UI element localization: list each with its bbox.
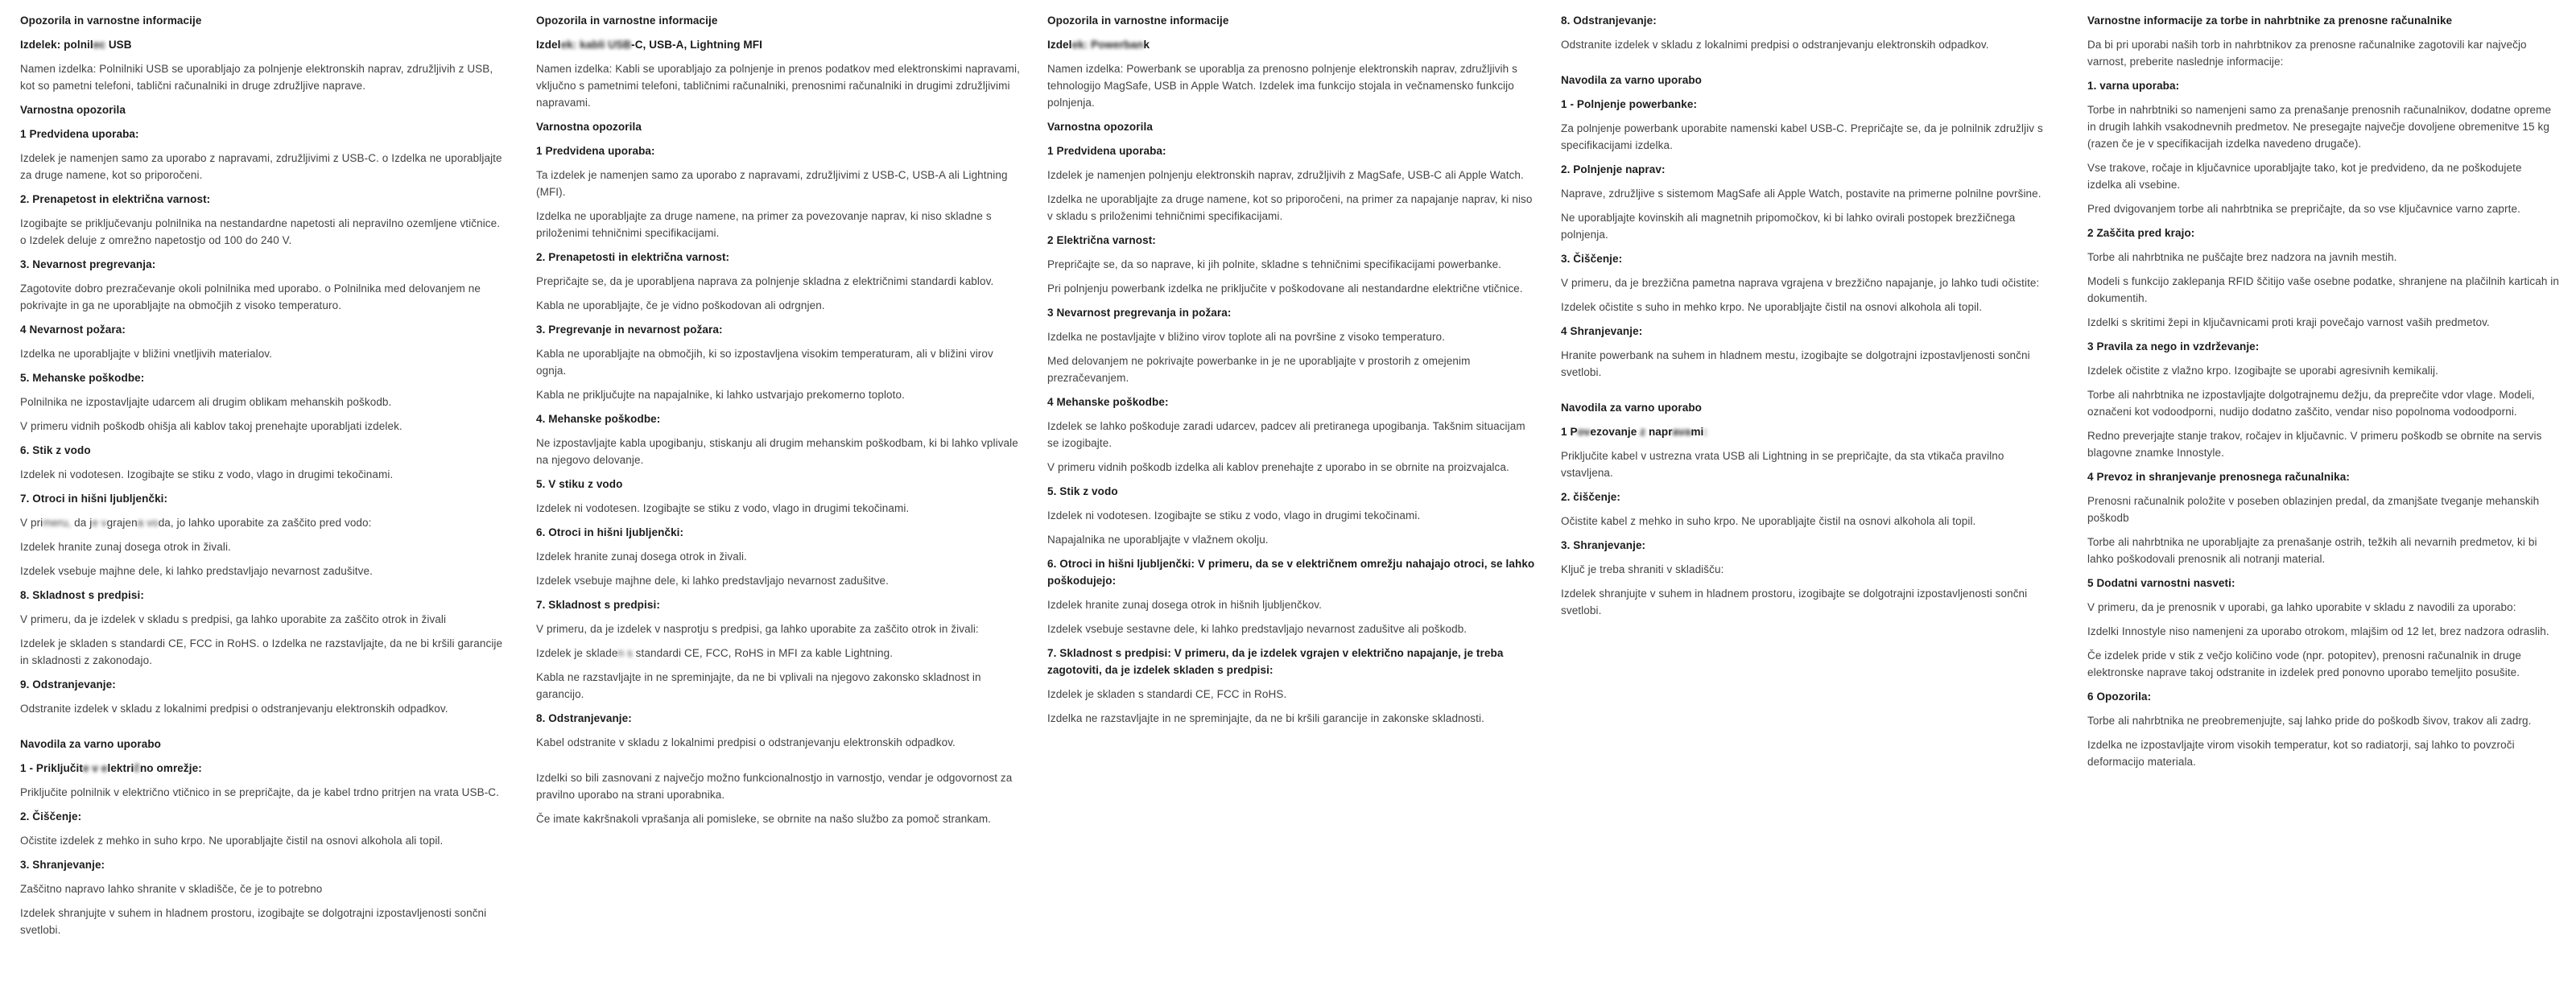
section-heading: Navodila za varno uporabo (1561, 402, 1703, 414)
section-heading: 5. V stiku z vodo (536, 478, 623, 490)
body-paragraph (536, 645, 1021, 662)
column-usb-charger-warnings (20, 12, 503, 946)
body-paragraph: Redno preverjajte stanje trakov, ročajev in ključavnic. V primeru poškodb se obrnite na servis blagovne znamke Innostyle. (2087, 430, 2542, 459)
body-paragraph: V primeru vidnih poškodb ohišja ali kablov takoj prenehajte uporabljati izdelek. (20, 420, 402, 432)
section-heading: Varnostna opozorila (1047, 121, 1153, 133)
body-paragraph: Zagotovite dobro prezračevanje okoli polnilnika med uporabo. o Polnilnika med delovanjem ne pokrivajte in ga ne uporabljajte na območjih z visoko temperaturo. (20, 282, 481, 311)
section-heading: 1 Predvidena uporaba: (20, 128, 139, 140)
body-paragraph: Prepričajte se, da je uporabljena naprava za polnjenje skladna z električnimi standardi kablov. (536, 275, 994, 287)
text-segment: V pri (20, 517, 43, 529)
smudged-text-segment: e v (92, 517, 107, 529)
section-heading: 7. Skladnost s predpisi: V primeru, da je izdelek vgrajen v električno napajanje, je treba zagotoviti, da je izdelek skladen s predpisi: (1047, 647, 1504, 676)
smudged-text-segment: č (134, 762, 140, 774)
section-heading: 3. Shranjevanje: (20, 859, 105, 871)
section-heading: Navodila za varno uporabo (20, 738, 162, 750)
body-paragraph: Izdelek očistite z vlažno krpo. Izogibajte se uporabi agresivnih kemikalij. (2087, 365, 2438, 377)
body-paragraph: Zaščitno napravo lahko shranite v skladišče, če je to potrebno (20, 883, 323, 895)
section-heading: 8. Skladnost s predpisi: (20, 589, 144, 601)
section-heading: 5. Mehanske poškodbe: (20, 372, 145, 384)
body-paragraph: Hranite powerbank na suhem in hladnem mestu, izogibajte se dolgotrajni izpostavljenosti sončni svetlobi. (1561, 349, 2030, 378)
body-paragraph: Če imate kakršnakoli vprašanja ali pomisleke, se obrnite na našo službo za pomoč strankam. (536, 813, 992, 825)
section-heading: 7. Skladnost s predpisi: (536, 599, 660, 611)
text-segment: mi (1690, 426, 1704, 438)
body-paragraph: Naprave, združljive s sistemom MagSafe ali Apple Watch, postavite na primerne polnilne površine. (1561, 188, 2041, 200)
body-paragraph: Pred dvigovanjem torbe ali nahrbtnika se prepričajte, da so vse ključavnice varno zaprte. (2087, 203, 2520, 215)
text-segment: lektri (107, 762, 134, 774)
body-paragraph: Ne uporabljajte kovinskih ali magnetnih pripomočkov, ki bi lahko ovirali postopek brezžičnega polnjenja. (1561, 212, 2016, 241)
section-heading: 8. Odstranjevanje: (1561, 14, 1657, 27)
section-heading: 4 Shranjevanje: (1561, 325, 1643, 337)
body-paragraph: Izdelek ni vodotesen. Izogibajte se stiku z vodo, vlago in drugimi tekočinami. (1047, 509, 1421, 522)
body-paragraph: Izdelek shranjujte v suhem in hladnem prostoru, izogibajte se dolgotrajni izpostavljenosti sončni svetlobi. (20, 907, 487, 936)
section-heading: 2. Polnjenje naprav: (1561, 163, 1666, 175)
section-heading: 1. varna uporaba: (2087, 80, 2180, 92)
section-heading: 4 Mehanske poškodbe: (1047, 396, 1169, 408)
body-paragraph: Ključ je treba shraniti v skladišču: (1561, 563, 1724, 575)
section-heading: Varnostna opozorila (20, 104, 126, 116)
body-paragraph: Pri polnjenju powerbank izdelka ne priključite v poškodovane ali nestandardne električne vtičnice. (1047, 282, 1523, 295)
body-paragraph: Da bi pri uporabi naših torb in nahrbtnikov za prenosne računalnike zagotovili kar največjo varnost, preberite naslednje informacije: (2087, 39, 2527, 68)
body-paragraph: Očistite kabel z mehko in suho krpo. Ne uporabljajte čistil na osnovi alkohola ali topil. (1561, 515, 1976, 527)
body-paragraph: Namen izdelka: Kabli se uporabljajo za polnjenje in prenos podatkov med elektronskimi napravami, vključno s pametnimi telefoni, tabličnimi računalniki, prenosnimi računalniki in drugimi združljivimi napravami. (536, 63, 1020, 109)
body-paragraph: Izdelek očistite s suho in mehko krpo. Ne uporabljajte čistil na osnovi alkohola ali topil. (1561, 301, 1983, 313)
smudged-text-segment: ava (1672, 426, 1691, 438)
body-paragraph: Torbe ali nahrbtnika ne izpostavljajte dolgotrajnemu dežju, da preprečite vdor vlage. Modeli, označeni kot vodoodporni, nudijo dodatno zaščito, vendar niso popolnoma vodoodporni. (2087, 389, 2535, 418)
body-paragraph: Izdelek ni vodotesen. Izogibajte se stiku z vodo, vlago in drugimi tekočinami. (20, 468, 394, 480)
smudged-text-segment: ek: Powerban (1071, 39, 1144, 51)
section-heading: 5 Dodatni varnostni nasveti: (2087, 577, 2235, 589)
body-paragraph: Namen izdelka: Powerbank se uporablja za prenosno polnjenje elektronskih naprav, združljivih s tehnologijo MagSafe, USB in Apple Watch. Izdelek ima funkcijo stojala in večnamensko funkcijo polnjenja. (1047, 63, 1517, 109)
body-paragraph: Izogibajte se priključevanju polnilnika na nestandardne napetosti ali nepravilno ozemljene vtičnice. o Izdelek deluje z omrežno napetostjo od 100 do 240 V. (20, 217, 501, 246)
body-paragraph: Izdelka ne postavljajte v bližino virov toplote ali na površine z visoko temperaturo. (1047, 331, 1445, 343)
text-segment: da, jo lahko uporabite za zaščito pred vodo: (158, 517, 372, 529)
section-heading: 3. Čiščenje: (1561, 253, 1623, 265)
section-heading: Opozorila in varnostne informacije (1047, 14, 1229, 27)
body-paragraph: Kabla ne uporabljajte, če je vidno poškodovan ali odrgnjen. (536, 299, 825, 311)
body-paragraph: Vse trakove, ročaje in ključavnice uporabljajte tako, kot je predvideno, da ne poškodujete izdelka ali vsebine. (2087, 162, 2522, 191)
section-heading (20, 760, 503, 777)
body-paragraph: Izdelki Innostyle niso namenjeni za uporabo otrokom, mlajšim od 12 let, brez nadzora odraslih. (2087, 625, 2549, 637)
smudged-text-segment: a vo (137, 517, 159, 529)
section-heading: 2 Zaščita pred krajo: (2087, 227, 2195, 239)
body-paragraph: Izdelek vsebuje sestavne dele, ki lahko predstavljajo nevarnost zadušitve ali poškodb. (1047, 623, 1468, 635)
section-heading: 8. Odstranjevanje: (536, 712, 632, 724)
body-paragraph: Izdelka ne razstavljajte in ne spreminjajte, da ne bi kršili garancije in zakonske skladnosti. (1047, 712, 1484, 724)
section-heading: 6. Stik z vodo (20, 444, 91, 456)
text-segment: napr (1645, 426, 1673, 438)
section-heading (536, 36, 1021, 53)
section-heading: 1 - Polnjenje powerbanke: (1561, 98, 1698, 110)
body-paragraph: Torbe ali nahrbtnika ne puščajte brez nadzora na javnih mestih. (2087, 251, 2397, 263)
body-paragraph: Izdelka ne uporabljajte za druge namene, kot so priporočeni, na primer za napajanje naprav, ki niso v skladu s priloženimi tehničnimi specifikacijami. (1047, 193, 1533, 222)
section-heading: Varnostna opozorila (536, 121, 642, 133)
body-paragraph: Prepričajte se, da so naprave, ki jih polnite, skladne s tehničnimi specifikacijami powerbanke. (1047, 258, 1502, 270)
text-segment: USB (105, 39, 132, 51)
body-paragraph: Izdelki s skritimi žepi in ključavnicami proti kraji povečajo varnost vaših predmetov. (2087, 316, 2490, 328)
section-heading: 6. Otroci in hišni ljubljenčki: V primeru, da se v električnem omrežju nahajajo otroci, se lahko poškodujejo: (1047, 558, 1535, 587)
body-paragraph: Priključite polnilnik v električno vtičnico in se prepričajte, da je kabel trdno pritrjen na vrata USB-C. (20, 786, 500, 798)
body-paragraph: Izdelek je skladen s standardi CE, FCC in RoHS. o Izdelka ne razstavljajte, da ne bi kršili garancije in skladnosti z zakonodajo. (20, 637, 503, 666)
section-heading: 3. Shranjevanje: (1561, 539, 1646, 551)
body-paragraph: Izdelka ne izpostavljajte virom visokih temperatur, kot so radiatorji, saj lahko to povzroči deformacijo materiala. (2087, 739, 2515, 768)
body-paragraph: Polnilnika ne izpostavljajte udarcem ali drugim oblikam mehanskih poškodb. (20, 396, 392, 408)
smudged-text-segment: ov (1577, 426, 1591, 438)
body-paragraph: Izdelka ne uporabljajte za druge namene, na primer za povezovanje naprav, ki niso skladne s priloženimi tehničnimi specifikacijami. (536, 210, 992, 239)
body-paragraph: V primeru, da je izdelek v skladu s predpisi, ga lahko uporabite za zaščito otrok in živali (20, 613, 447, 625)
section-heading: 2. čiščenje: (1561, 491, 1620, 503)
section-heading: 9. Odstranjevanje: (20, 678, 116, 691)
text-segment: -C, USB-A, Lightning MFI (631, 39, 762, 51)
section-heading: 5. Stik z vodo (1047, 485, 1118, 497)
body-paragraph: Prenosni računalnik položite v poseben oblazinjen predal, da zmanjšate tveganje mehanskih poškodb (2087, 495, 2540, 524)
text-segment: 1 - Priključit (20, 762, 83, 774)
body-paragraph: Izdelka ne uporabljajte v bližini vnetljivih materialov. (20, 348, 273, 360)
body-paragraph: Torbe ali nahrbtnika ne preobremenjujte, saj lahko pride do poškodb šivov, trakov ali zadrg. (2087, 715, 2532, 727)
body-paragraph: Za polnjenje powerbank uporabite namenski kabel USB-C. Prepričajte se, da je polnilnik združljiv s specifikacijami izdelka. (1561, 122, 2043, 151)
section-heading: 3 Pravila za nego in vzdrževanje: (2087, 340, 2260, 353)
body-paragraph: V primeru, da je brezžična pametna naprava vgrajena v brezžično napajanje, jo lahko tudi očistite: (1561, 277, 2040, 289)
smudged-text-segment: n s (617, 647, 633, 659)
smudged-text-segment: : (1703, 426, 1708, 438)
text-segment: 1 P (1561, 426, 1578, 438)
body-paragraph: Kabla ne razstavljajte in ne spreminjajte, da ne bi vplivali na njegovo zakonsko skladnost in garancijo. (536, 671, 981, 700)
body-paragraph: Kabla ne priključujte na napajalnike, ki lahko ustvarjajo prekomerno toploto. (536, 389, 905, 401)
body-paragraph: Napajalnika ne uporabljajte v vlažnem okolju. (1047, 534, 1269, 546)
smudged-text-segment: meru, (43, 517, 72, 529)
body-paragraph: Odstranite izdelek v skladu z lokalnimi predpisi o odstranjevanju elektronskih odpadkov. (1561, 39, 1989, 51)
body-paragraph (20, 514, 503, 531)
body-paragraph: Namen izdelka: Polnilniki USB se uporabljajo za polnjenje elektronskih naprav, združljivih z USB, kot so pametni telefoni, tablični računalniki in druge združljive naprave. (20, 63, 493, 92)
section-heading: 2 Električna varnost: (1047, 234, 1156, 246)
body-paragraph: Kabel odstranite v skladu z lokalnimi predpisi o odstranjevanju elektronskih odpadkov. (536, 736, 956, 748)
section-heading: 1 Predvidena uporaba: (1047, 145, 1166, 157)
section-heading: 2. Čiščenje: (20, 810, 82, 823)
section-heading: 6. Otroci in hišni ljubljenčki: (536, 526, 684, 538)
section-heading: 4 Nevarnost požara: (20, 324, 126, 336)
body-paragraph: Ne izpostavljajte kabla upogibanju, stiskanju ali drugim mehanskim poškodbam, ki bi lahko vplivale na njegovo delovanje. (536, 437, 1018, 466)
section-heading (20, 36, 503, 53)
body-paragraph: Modeli s funkcijo zaklepanja RFID ščitijo vaše osebne podatke, shranjene na plačilnih karticah in dokumentih. (2087, 275, 2560, 304)
section-heading: 3 Nevarnost pregrevanja in požara: (1047, 307, 1232, 319)
body-paragraph: Izdelek hranite zunaj dosega otrok in hišnih ljubljenčkov. (1047, 599, 1322, 611)
section-heading: 4. Mehanske poškodbe: (536, 413, 661, 425)
section-heading: Varnostne informacije za torbe in nahrbtnike za prenosne računalnike (2087, 14, 2453, 27)
section-heading: Opozorila in varnostne informacije (536, 14, 718, 27)
smudged-text-segment: e v e (82, 762, 108, 774)
body-paragraph: V primeru, da je prenosnik v uporabi, ga lahko uporabite v skladu z navodili za uporabo: (2087, 601, 2516, 613)
text-segment: k (1143, 39, 1150, 51)
text-segment: Izdel (536, 39, 561, 51)
section-heading: 7. Otroci in hišni ljubljenčki: (20, 493, 168, 505)
section-heading: 3. Nevarnost pregrevanja: (20, 258, 156, 270)
body-paragraph: Med delovanjem ne pokrivajte powerbanke in je ne uporabljajte v prostorih z omejenim prezračevanjem. (1047, 355, 1471, 384)
smudged-text-segment: z (1640, 426, 1646, 438)
text-segment: Izdelek je sklade (536, 647, 618, 659)
section-heading: 2. Prenapetosti in električna varnost: (536, 251, 730, 263)
column-laptop-bags-safety (2087, 12, 2559, 777)
body-paragraph: Očistite izdelek z mehko in suho krpo. Ne uporabljajte čistil na osnovi alkohola ali topil. (20, 835, 444, 847)
body-paragraph: Izdelek vsebuje majhne dele, ki lahko predstavljajo nevarnost zadušitve. (20, 565, 373, 577)
section-heading: 3. Pregrevanje in nevarnost požara: (536, 324, 723, 336)
body-paragraph: Izdelek hranite zunaj dosega otrok in živali. (20, 541, 231, 553)
body-paragraph: Izdelek je namenjen samo za uporabo z napravami, združljivimi z USB-C. o Izdelka ne uporabljajte za druge namene, kot so priporočeni. (20, 152, 502, 181)
section-heading: 1 Predvidena uporaba: (536, 145, 655, 157)
body-paragraph: Kabla ne uporabljajte na območjih, ki so izpostavljena visokim temperaturam, ali v bližini virov ognja. (536, 348, 993, 377)
text-segment: standardi CE, FCC, RoHS in MFI za kable Lightning. (632, 647, 894, 659)
text-segment: grajen (106, 517, 138, 529)
body-paragraph: Izdelek hranite zunaj dosega otrok in živali. (536, 550, 747, 563)
column-cables-warnings (536, 12, 1021, 835)
body-paragraph: Izdelek vsebuje majhne dele, ki lahko predstavljajo nevarnost zadušitve. (536, 575, 889, 587)
body-paragraph: Izdelek je skladen s standardi CE, FCC in RoHS. (1047, 688, 1287, 700)
body-paragraph: Torbe ali nahrbtnika ne uporabljajte za prenašanje ostrih, težkih ali nevarnih predmetov, ki bi lahko poškodovali prenosnik ali notranji material. (2087, 536, 2537, 565)
section-heading: 6 Opozorila: (2087, 691, 2152, 703)
body-paragraph: Torbe in nahrbtniki so namenjeni samo za prenašanje prenosnih računalnikov, dodatne opreme in drugih lahkih vsakodnevnih predmetov. Ne presegajte največje dovoljene obremenitve 15 kg (razen če je v specifikacijah izdelka navedeno drugače). (2087, 104, 2552, 150)
column-powerbank-warnings (1047, 12, 1535, 734)
section-heading (1047, 36, 1535, 53)
body-paragraph: Odstranite izdelek v skladu z lokalnimi predpisi o odstranjevanju elektronskih odpadkov. (20, 703, 448, 715)
smudged-text-segment: ek: kabli USB (560, 39, 632, 51)
text-segment: ezovanje (1590, 426, 1641, 438)
section-heading: Navodila za varno uporabo (1561, 74, 1703, 86)
body-paragraph: Izdelek je namenjen polnjenju elektronskih naprav, združljivih z MagSafe, USB-C ali Apple Watch. (1047, 169, 1524, 181)
section-heading: 2. Prenapetost in električna varnost: (20, 193, 211, 205)
text-segment: Izdelek: polnil (20, 39, 93, 51)
smudged-text-segment: ec (93, 39, 105, 51)
text-segment: no omrežje: (139, 762, 202, 774)
body-paragraph: Izdelek se lahko poškoduje zaradi udarcev, padcev ali pretiranega upogibanja. Takšnim situacijam se izogibajte. (1047, 420, 1525, 449)
section-heading (1561, 423, 2052, 440)
section-heading: Opozorila in varnostne informacije (20, 14, 202, 27)
text-segment: Izdel (1047, 39, 1072, 51)
column-powerbank-usage-continued (1561, 12, 2052, 626)
body-paragraph: V primeru, da je izdelek v nasprotju s predpisi, ga lahko uporabite za zaščito otrok in živali: (536, 623, 979, 635)
body-paragraph: Priključite kabel v ustrezna vrata USB ali Lightning in se prepričajte, da sta vtikača pravilno vstavljena. (1561, 450, 2004, 479)
body-paragraph: Ta izdelek je namenjen samo za uporabo z napravami, združljivimi z USB-C, USB-A ali Lightning (MFI). (536, 169, 1008, 198)
body-paragraph: Če izdelek pride v stik z večjo količino vode (npr. potopitev), prenosni računalnik in druge elektronske naprave takoj odstranite in izdelek pred ponovno uporabo temeljito posušite. (2087, 649, 2521, 678)
section-heading: 4 Prevoz in shranjevanje prenosnega računalnika: (2087, 471, 2350, 483)
body-paragraph: Izdelek ni vodotesen. Izogibajte se stiku z vodo, vlago in drugimi tekočinami. (536, 502, 910, 514)
body-paragraph: Izdelki so bili zasnovani z največjo možno funkcionalnostjo in varnostjo, vendar je odgovornost za pravilno uporabo na strani uporabnika. (536, 772, 1013, 801)
body-paragraph: Izdelek shranjujte v suhem in hladnem prostoru, izogibajte se dolgotrajni izpostavljenosti sončni svetlobi. (1561, 588, 2028, 616)
body-paragraph: V primeru vidnih poškodb izdelka ali kablov prenehajte z uporabo in se obrnite na proizvajalca. (1047, 461, 1509, 473)
text-segment: da j (71, 517, 93, 529)
